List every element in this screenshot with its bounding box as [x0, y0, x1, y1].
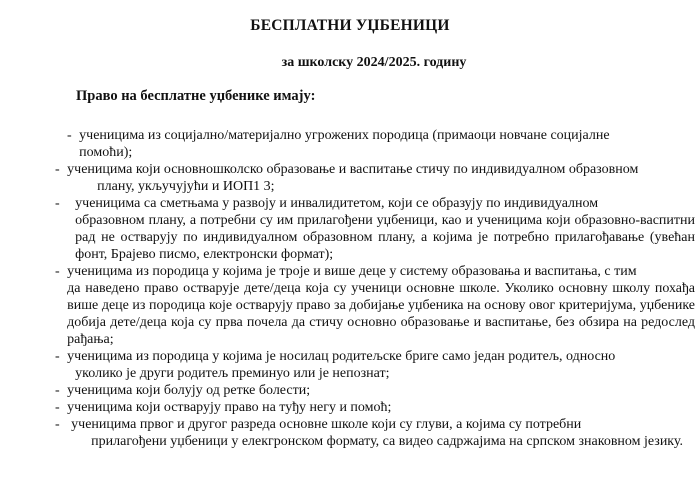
list-item — [55, 399, 695, 416]
list-dash: - — [55, 264, 64, 279]
list-dash: - — [55, 383, 64, 398]
list-dash: - — [55, 400, 64, 415]
list-item-text: ученицима са сметњама у развоју и инвалидитетом, који се образују по индивидуалном образовном плану, а потребни су им прилагођени уџбеници, као и ученицима који образовно-васпитни рад не остварују по индивидуалном образовном плану, а којима је потребно прилагођавање (увећан фонт, Брајево писмо, електронски формат); — [75, 196, 695, 262]
list-item — [55, 263, 695, 348]
list-dash: - — [55, 417, 64, 432]
list-item-text: ученицима који основношколско образовање и васпитање стичу по индивидуалном образовном плану, укључујући и ИОП1 3; — [67, 162, 639, 194]
list-dash: - — [55, 349, 64, 364]
list-item-text: ученицима првог и другог разреда основне школе који су глуви, а којима су потребни прилагођени уџбеници у елекгронском формату, са видео садржајима на српском знаковном језику. — [71, 417, 684, 449]
list-item-text: ученицима који болују од ретке болести; — [67, 383, 311, 398]
list-item — [55, 195, 695, 263]
list-dash: - — [67, 128, 76, 143]
list-dash: - — [55, 196, 64, 211]
list-item-text: ученицима из породица у којима је носилац родитељске бриге само један родитељ, односно уколико је други родитељ преминуо или је непознат; — [67, 349, 616, 381]
list-item-text: ученицима који остварују право на туђу негу и помоћ; — [67, 400, 392, 415]
list-item — [55, 348, 695, 382]
eligibility-list — [55, 127, 695, 450]
list-item — [55, 416, 695, 450]
list-item-text: ученицима из породица у којима је троје и више деце у систему образовања и васпитања, с тим да наведено право остварује дете/деца која су ученици основне школе. Уколико основну школу похађа више деце из породица које остварују право за добијање уџбеника на основу овог критеријума, уџбенике добија дете/деца која су прва почела да стичу основно образовање и васпитање, без обзира на редослед рађања; — [67, 264, 695, 347]
list-item — [55, 161, 695, 195]
document-title: БЕСПЛАТНИ УЏБЕНИЦИ — [250, 17, 450, 34]
list-dash: - — [55, 162, 64, 177]
list-item-text: ученицима из социјално/материјално угрожених породица (примаоци новчане социјалне помоћи); — [79, 128, 610, 160]
section-heading: Право на бесплатне уџбенике имају: — [76, 88, 316, 104]
list-item — [55, 382, 695, 399]
list-item — [67, 127, 695, 161]
document-subtitle: за школску 2024/2025. годину — [281, 55, 467, 70]
